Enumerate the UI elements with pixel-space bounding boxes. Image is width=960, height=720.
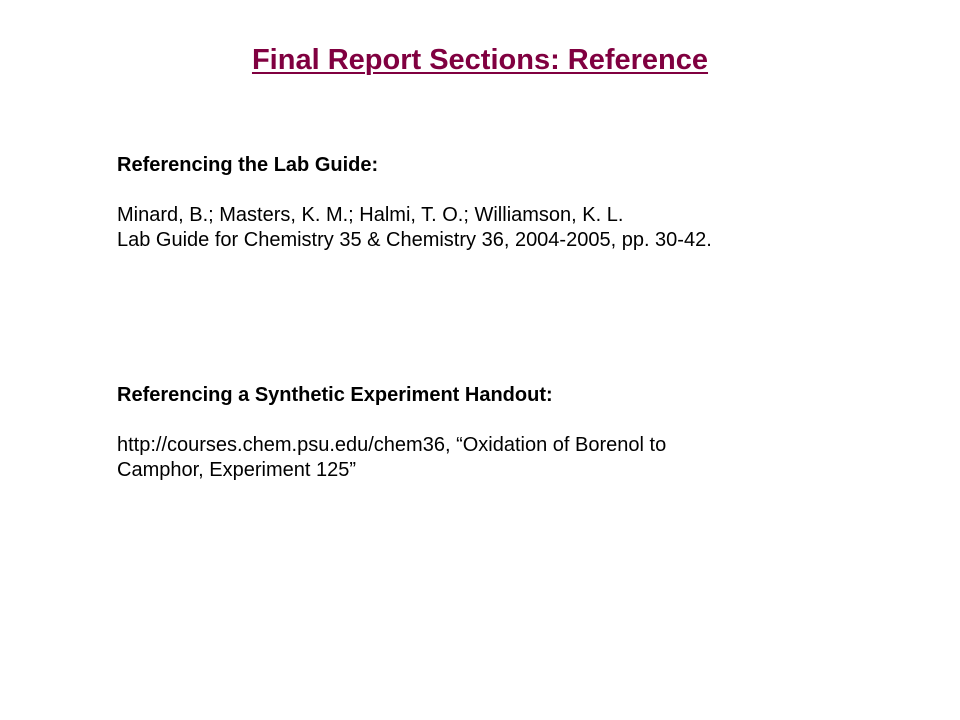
lab-guide-citation: [117, 203, 877, 253]
lab-guide-citation-authors: Minard, B.; Masters, K. M.; Halmi, T. O.; Williamson, K. L.: [117, 204, 624, 226]
handout-citation: [117, 433, 877, 483]
handout-citation-line-2: Camphor, Experiment 125”: [117, 459, 357, 481]
handout-heading: Referencing a Synthetic Experiment Handout:: [117, 384, 553, 406]
slide-title: Final Report Sections: Reference: [251, 44, 709, 76]
handout-reference-section: [117, 383, 877, 483]
handout-citation-line-1: http://courses.chem.psu.edu/chem36, “Oxidation of Borenol to: [117, 434, 667, 456]
lab-guide-reference-section: [117, 153, 877, 253]
lab-guide-citation-title: Lab Guide for Chemistry 35 & Chemistry 36, 2004-2005, pp. 30-42.: [117, 229, 712, 251]
lab-guide-heading: Referencing the Lab Guide:: [117, 154, 379, 176]
